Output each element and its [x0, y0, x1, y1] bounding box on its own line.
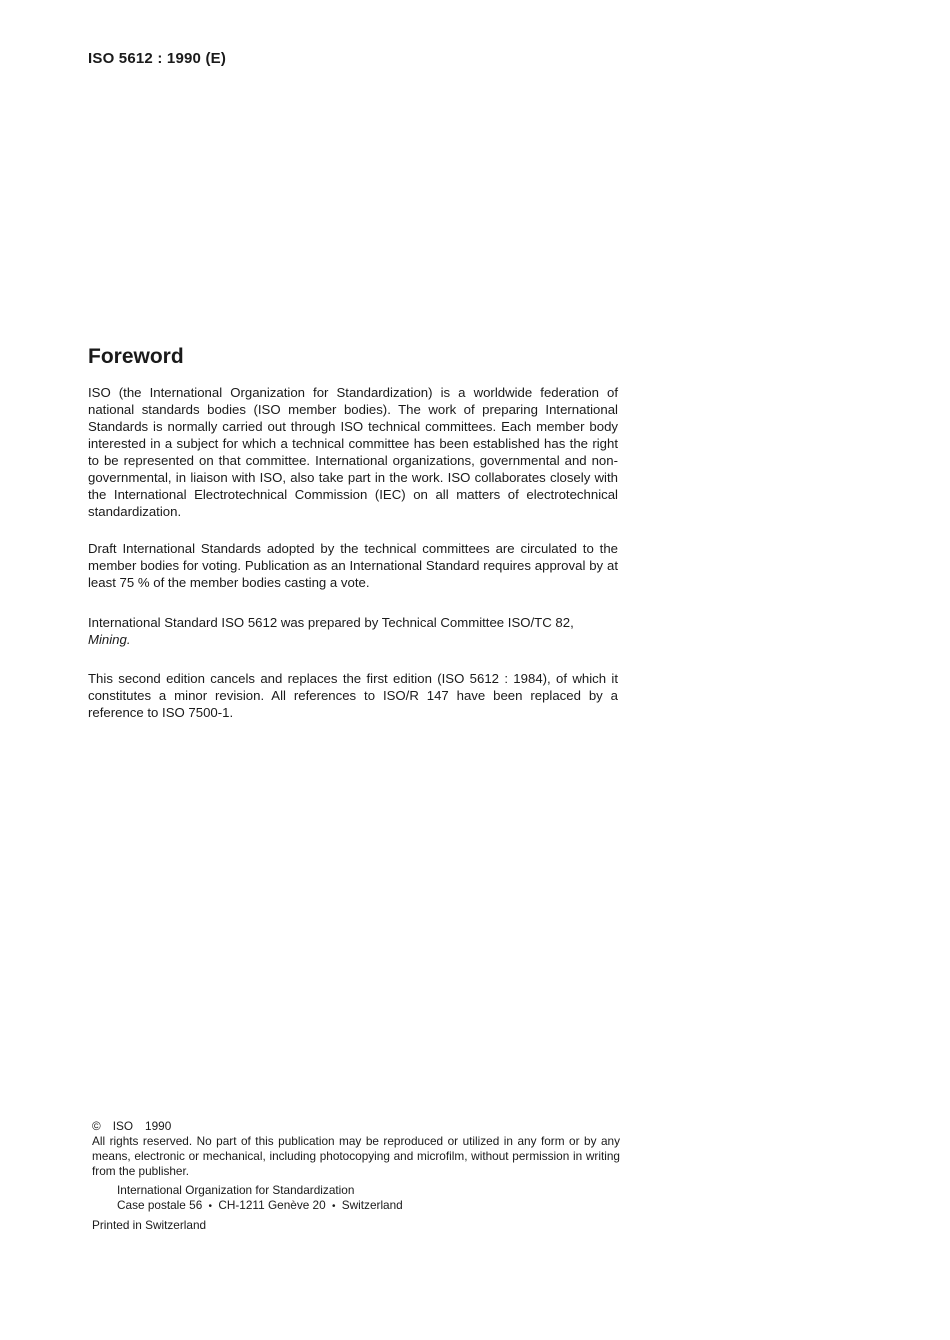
address-country: Switzerland [341, 1198, 403, 1212]
copyright-block [92, 1119, 620, 1233]
foreword-paragraph-3 [88, 614, 618, 648]
copyright-year: 1990 [145, 1119, 172, 1133]
foreword-paragraph-1: ISO (the International Organization for Standardization) is a worldwide federation of national standards bodies (ISO member bodies). The work of preparing International Standards is normally carried out through ISO technical committees. Each member body interested in a subject for which a technical committee has been established has the right to be represented on that committee. International organizations, governmental and non-governmental, in liaison with ISO, also take part in the work. ISO collaborates closely with the International Electrotechnical Commission (IEC) on all matters of electrotechnical standardization. [88, 385, 618, 519]
publisher-name: International Organization for Standardization [117, 1183, 355, 1197]
bullet-icon: • [208, 1201, 213, 1212]
committee-name: Mining. [88, 632, 131, 647]
copyright-org: ISO [112, 1119, 134, 1133]
foreword-paragraph-4: This second edition cancels and replaces the first edition (ISO 5612 : 1984), of which it constitutes a minor revision. All references to ISO/R 147 have been replaced by a reference to ISO 7500-1. [88, 671, 618, 720]
foreword-title: Foreword [88, 345, 184, 368]
copyright-heading [92, 1119, 620, 1134]
foreword-paragraph-2: Draft International Standards adopted by the technical committees are circulated to the member bodies for voting. Publication as an International Standard requires approval by at least 75 % of the member bodies casting a vote. [88, 541, 618, 590]
copyright-icon: © [92, 1119, 101, 1133]
address-city: CH-1211 Genève 20 [218, 1198, 326, 1212]
printed-in: Printed in Switzerland [92, 1218, 207, 1232]
rights-statement: All rights reserved. No part of this publication may be reproduced or utilized in any form or by any means, electronic or mechanical, including photocopying and microfilm, without permission in writing from the publisher. [92, 1134, 620, 1178]
publisher-address [92, 1198, 620, 1214]
committee-text: International Standard ISO 5612 was prepared by Technical Committee ISO/TC 82, [88, 615, 574, 630]
document-id-header: ISO 5612 : 1990 (E) [88, 50, 227, 67]
bullet-icon: • [331, 1201, 336, 1212]
address-postbox: Case postale 56 [117, 1198, 203, 1212]
